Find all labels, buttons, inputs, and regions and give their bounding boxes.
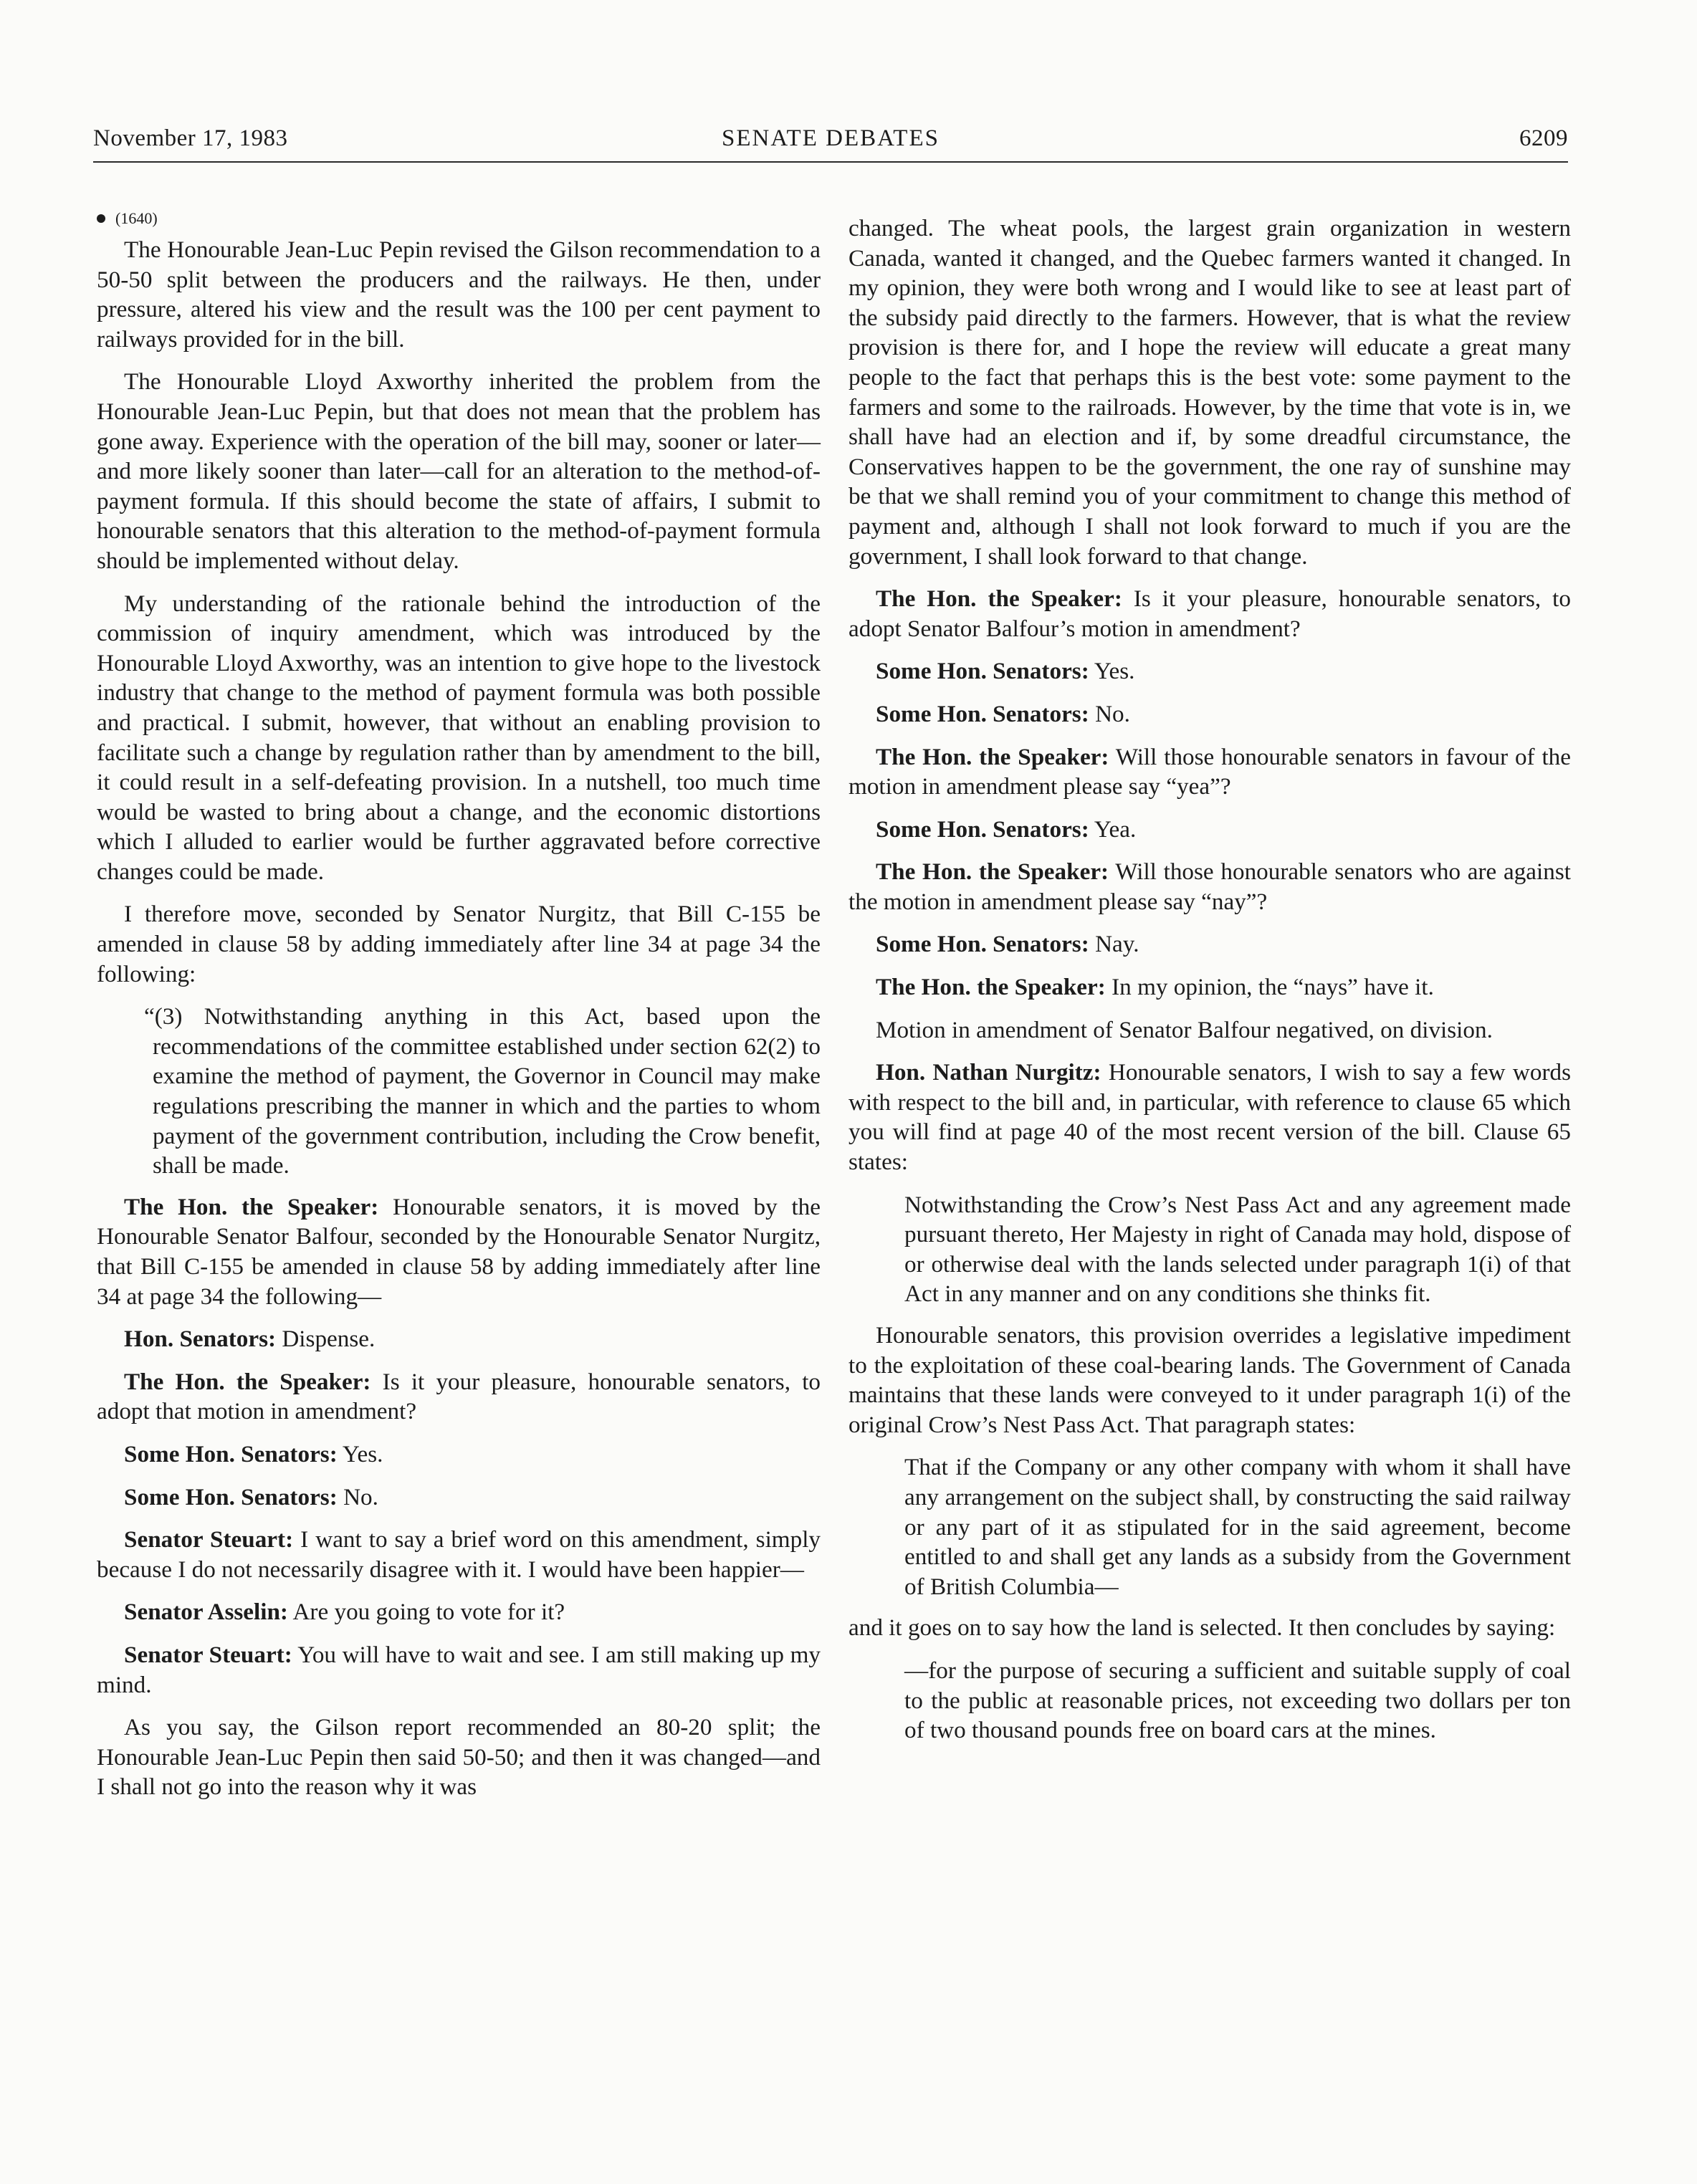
speaker-name: The Hon. the Speaker:	[876, 858, 1109, 886]
speech-text: Nay.	[1095, 931, 1139, 958]
right-column	[848, 214, 1571, 1757]
speech-text: In my opinion, the “nays” have it.	[1112, 974, 1434, 1001]
paragraph: The Honourable Lloyd Axworthy inherited the problem from the Honourable Jean-Luc Pepin, but that does not mean that the problem has gone away. Experience with the operation of the bill may, sooner or later—and more likely sooner than later—call for an alteration to the method-of-payment formula. If this should become the state of affairs, I submit to honourable senators that this alteration to the method-of-payment formula should be implemented without delay.	[97, 368, 821, 574]
speech-entry	[848, 584, 1571, 643]
speech-text: Will those honourable senators who are against the motion in amendment please say “nay”?	[848, 858, 1571, 915]
paragraph: The Honourable Jean-Luc Pepin revised the Gilson recommendation to a 50-50 split between the producers and the railways. He then, under pressure, altered his view and the result was the 100 per cent payment to railways provided for in the bill.	[97, 236, 821, 353]
speaker-name: The Hon. the Speaker:	[876, 743, 1109, 770]
speaker-name: Hon. Senators:	[124, 1326, 277, 1353]
speech-text: Are you going to vote for it?	[292, 1599, 565, 1626]
speaker-name: The Hon. the Speaker:	[876, 974, 1106, 1001]
speaker-name: The Hon. the Speaker:	[124, 1368, 371, 1395]
speech-entry	[848, 929, 1571, 959]
speech-entry	[97, 1192, 821, 1311]
speech-text: Honourable senators, it is moved by the Honourable Senator Balfour, seconded by the Honourable Senator Nurgitz, that Bill C-155 be amended in clause 58 by adding immediately after line 34 at page 34 the following—	[97, 1193, 821, 1310]
paragraph: Honourable senators, this provision overrides a legislative impediment to the exploitation of these coal-bearing lands. The Government of Canada maintains that these lands were conveyed to it under paragraph 1(i) of the original Crow’s Nest Pass Act. That paragraph states:	[848, 1322, 1571, 1438]
speech-text: Will those honourable senators in favour of the motion in amendment please say “yea”?	[848, 743, 1571, 800]
bullet-icon	[97, 214, 105, 223]
time-marker-label: (1640)	[115, 209, 158, 227]
speaker-name: Some Hon. Senators:	[876, 658, 1089, 685]
paragraph: As you say, the Gilson report recommended an 80-20 split; the Honourable Jean-Luc Pepin then said 50-50; and then it was changed—and I shall not go into the reason why it was	[97, 1714, 821, 1801]
speech-entry	[97, 1440, 821, 1470]
speaker-name: The Hon. the Speaker:	[876, 585, 1122, 613]
header-title: SENATE DEBATES	[722, 125, 940, 151]
speech-entry	[848, 699, 1571, 729]
speech-text: No.	[343, 1483, 378, 1510]
paragraph: changed. The wheat pools, the largest grain organization in western Canada, wanted it changed, and the Quebec farmers wanted it changed. In my opinion, they were both wrong and I would like to see at least part of the subsidy paid directly to the farmers. However, that is what the review provision is there for, and I hope the review will educate a great many people to the fact that perhaps this is the best vote: some payment to the farmers and some to the railroads. However, by the time that vote is in, we shall have had an election and if, by some dreadful circumstance, the Conservatives happen to be the government, the one ray of sunshine may be that we shall remind you of your commitment to change this method of payment and, although I shall not look forward to much if you are the government, I shall look forward to that change.	[848, 215, 1571, 570]
speech-text: Yes.	[1094, 658, 1135, 685]
speech-entry	[97, 1640, 821, 1700]
speaker-name: Senator Steuart:	[124, 1526, 294, 1553]
speaker-name: Some Hon. Senators:	[124, 1440, 338, 1467]
speech-entry	[97, 1324, 821, 1354]
speech-text: Yes.	[342, 1440, 383, 1467]
speaker-name: Senator Steuart:	[124, 1641, 292, 1668]
speaker-name: Some Hon. Senators:	[124, 1483, 338, 1510]
speech-text: Is it your pleasure, honourable senators, to adopt that motion in amendment?	[97, 1368, 821, 1425]
speech-entry	[848, 972, 1571, 1002]
speaker-name: Some Hon. Senators:	[876, 700, 1089, 727]
paragraph: and it goes on to say how the land is selected. It then concludes by saying:	[848, 1614, 1556, 1642]
amendment-quote: “(3) Notwithstanding anything in this Act, based upon the recommendations of the committee established under section 62(2) to examine the method of payment, the Governor in Council may make regulations prescribing the manner in which and the parties to whom payment of the government contribution, including the Crow benefit, shall be made.	[144, 1003, 821, 1179]
speech-text: Dispense.	[282, 1326, 376, 1353]
speech-text: I want to say a brief word on this amendment, simply because I do not necessarily disagree with it. I would have been happier—	[97, 1526, 821, 1583]
speech-entry	[848, 742, 1571, 802]
speech-entry	[848, 815, 1571, 845]
paragraph: I therefore move, seconded by Senator Nurgitz, that Bill C-155 be amended in clause 58 by adding immediately after line 34 at page 34 the following:	[97, 901, 821, 987]
motion-result: Motion in amendment of Senator Balfour negatived, on division.	[876, 1016, 1493, 1043]
left-column	[97, 208, 821, 1815]
speaker-name: The Hon. the Speaker:	[124, 1193, 379, 1220]
speech-text: Honourable senators, I wish to say a few words with respect to the bill and, in particular, with reference to clause 65 which you will find at page 40 of the most recent version of the bill. Clause 65 states:	[848, 1059, 1572, 1176]
page-number: 6209	[1519, 125, 1568, 151]
header-date: November 17, 1983	[93, 125, 288, 151]
clause-quote: Notwithstanding the Crow’s Nest Pass Act and any agreement made pursuant thereto, Her Majesty in right of Canada may hold, dispose of or otherwise deal with the lands selected under paragraph 1(i) of that Act in any manner and on any conditions she thinks fit.	[904, 1191, 1571, 1308]
speech-text: No.	[1095, 700, 1130, 727]
speech-entry	[848, 1058, 1571, 1177]
speech-entry	[848, 857, 1571, 916]
speech-entry	[97, 1483, 821, 1513]
speaker-name: Hon. Nathan Nurgitz:	[876, 1059, 1101, 1086]
speech-text: You will have to wait and see. I am still making up my mind.	[97, 1641, 821, 1698]
speech-entry	[97, 1525, 821, 1584]
paragraph: My understanding of the rationale behind the introduction of the commission of inquiry amendment, which was introduced by the Honourable Lloyd Axworthy, was an intention to give hope to the livestock industry that change to the method of payment formula was both possible and practical. I submit, however, that without an enabling provision to facilitate such a change by regulation rather than by amendment to the bill, it could result in a self-defeating provision. In a nutshell, too much time would be wasted to bring about a change, and the economic distortions which I alluded to earlier would be further aggravated before corrective changes could be made.	[97, 590, 821, 885]
speaker-name: Senator Asselin:	[124, 1599, 288, 1626]
speech-entry	[97, 1597, 821, 1627]
speech-text: Is it your pleasure, honourable senators, to adopt Senator Balfour’s motion in amendment?	[848, 585, 1571, 642]
act-quote: That if the Company or any other company with whom it shall have any arrangement on the subject shall, by constructing the said railway or any part of it as stipulated for in the said agreement, become entitled to and shall get any lands as a subsidy from the Government of British Columbia—	[904, 1454, 1571, 1600]
page-header	[93, 125, 1568, 163]
speech-entry	[848, 656, 1571, 686]
speech-text: Yea.	[1094, 815, 1137, 843]
speaker-name: Some Hon. Senators:	[876, 815, 1089, 843]
speech-entry	[97, 1367, 821, 1427]
speaker-name: Some Hon. Senators:	[876, 931, 1089, 958]
time-marker	[97, 208, 821, 229]
act-quote: —for the purpose of securing a sufficient and suitable supply of coal to the public at reasonable prices, not exceeding two dollars per ton of two thousand pounds free on board cars at the mines.	[904, 1657, 1571, 1744]
